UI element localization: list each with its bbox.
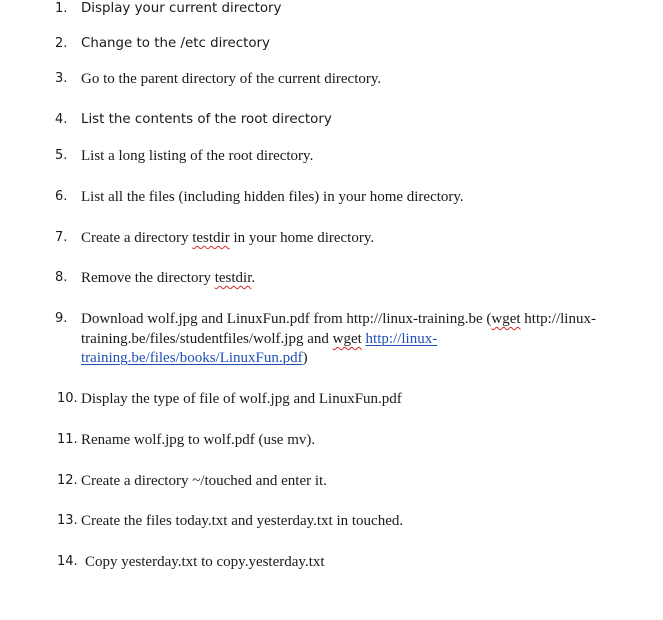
item-number: 14.	[57, 554, 78, 569]
item-number: 2.	[55, 36, 68, 51]
hyperlink[interactable]: http://linux-	[365, 331, 438, 347]
item-number: 8.	[55, 270, 68, 285]
item-number: 10.	[57, 391, 78, 406]
misspelled-word: wget	[332, 331, 362, 347]
text-segment: Remove the directory	[81, 270, 215, 286]
item-number: 7.	[55, 230, 68, 245]
misspelled-word: testdir	[214, 270, 252, 286]
item-text: List the contents of the root directory	[81, 112, 332, 127]
text-segment: http://linux-	[520, 311, 596, 327]
item-text-line-2	[81, 329, 437, 349]
item-text	[81, 228, 374, 248]
misspelled-word: wget	[491, 311, 521, 327]
item-number: 6.	[55, 189, 68, 204]
item-text: Go to the parent directory of the current directory.	[81, 71, 382, 87]
item-number: 12.	[57, 473, 78, 488]
item-number: 3.	[55, 71, 68, 86]
item-text: Display the type of file of wolf.jpg and LinuxFun.pdf	[81, 391, 402, 407]
item-number: 9.	[55, 311, 68, 326]
item-text: Change to the /etc directory	[81, 36, 270, 51]
misspelled-word: testdir	[192, 230, 230, 246]
item-text: Rename wolf.jpg to wolf.pdf (use mv).	[81, 432, 316, 448]
hyperlink[interactable]: training.be/files/books/LinuxFun.pdf	[81, 350, 303, 366]
item-number: 4.	[55, 112, 68, 127]
text-segment: training.be/files/studentfiles/wolf.jpg and	[81, 331, 333, 347]
item-number: 11.	[57, 432, 78, 447]
text-segment: Create a directory	[81, 230, 193, 246]
item-text-line-3	[81, 348, 308, 368]
text-segment: .	[251, 270, 256, 286]
item-number: 5.	[55, 148, 68, 163]
item-text-line-1	[81, 309, 596, 329]
text-segment: )	[302, 350, 308, 366]
text-segment: in your home directory.	[229, 230, 375, 246]
item-text: Create the files today.txt and yesterday.txt in touched.	[81, 513, 404, 529]
item-text: List all the files (including hidden files) in your home directory.	[81, 189, 464, 205]
item-text: Display your current directory	[81, 1, 282, 16]
text-segment: Download wolf.jpg and LinuxFun.pdf from http://linux-training.be (	[81, 311, 492, 327]
item-number: 1.	[55, 1, 68, 16]
item-text: Copy yesterday.txt to copy.yesterday.txt	[85, 554, 325, 570]
item-text: Create a directory ~/touched and enter it.	[81, 473, 327, 489]
item-text: List a long listing of the root directory.	[81, 148, 314, 164]
item-number: 13.	[57, 513, 78, 528]
item-text	[81, 268, 255, 288]
